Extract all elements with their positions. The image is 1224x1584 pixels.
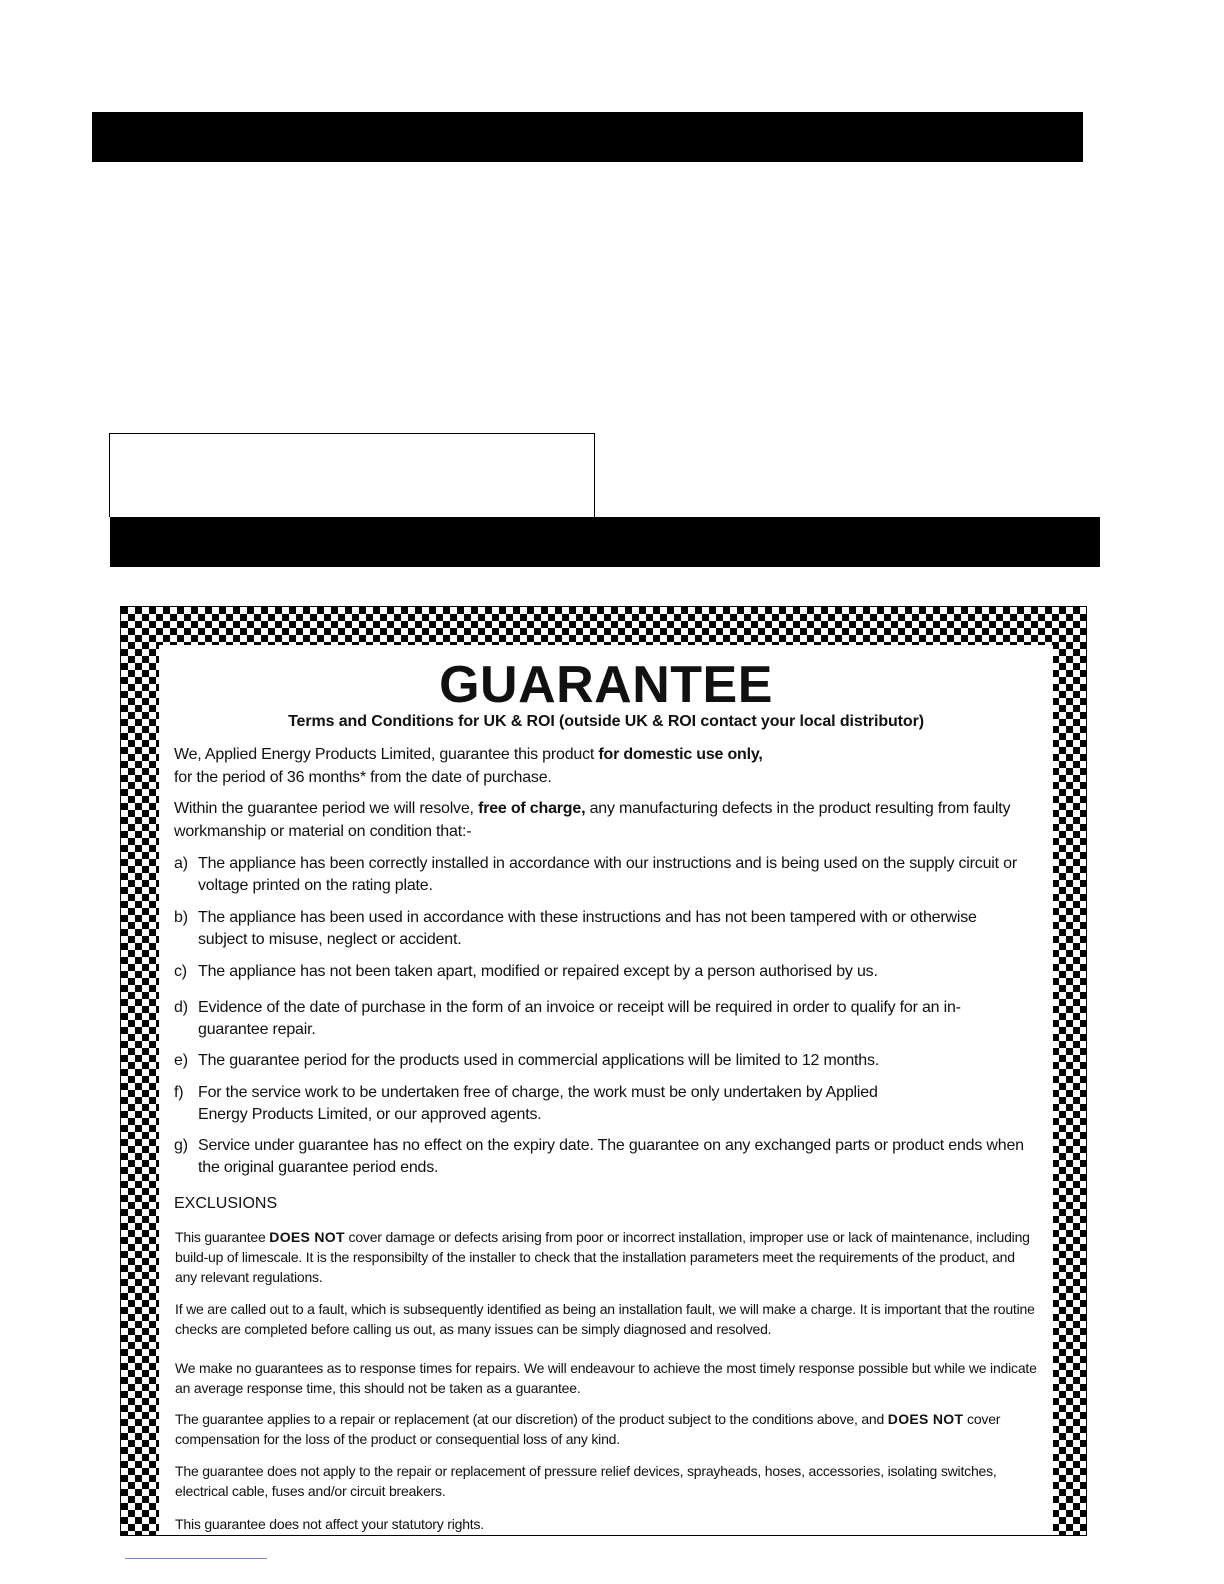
condition-text: The guarantee period for the products used in commercial applications will be limited to 12 months. [198, 1052, 880, 1069]
condition-item [174, 907, 993, 951]
guarantee-border [120, 606, 1087, 1536]
exclusion-paragraph-3: We make no guarantees as to response times for repairs. We will endeavour to achieve the most timely response possible but while we indicate an average response time, this should not be taken as a guarantee. [175, 1360, 1037, 1396]
exclusion-paragraph-5: The guarantee does not apply to the repair or replacement of pressure relief devices, sprayheads, hoses, accessories, isolating switches, electrical cable, fuses and/or circuit breakers. [175, 1463, 997, 1499]
condition-label: c) [174, 963, 187, 980]
intro-text: Within the guarantee period we will resolve, [174, 800, 479, 817]
intro-text: We, Applied Energy Products Limited, guarantee this product [174, 746, 599, 763]
condition-label: g) [174, 1137, 188, 1154]
guarantee-panel [159, 645, 1053, 1535]
section-tab-box [109, 433, 595, 517]
condition-text: The appliance has been correctly installed in accordance with our instructions and is being used on the supply circuit or voltage printed on the rating plate. [198, 855, 1017, 894]
section-header-bar [110, 517, 1100, 567]
exclusion-text: The guarantee applies to a repair or replacement (at our discretion) of the product subject to the conditions above, and [175, 1411, 888, 1427]
exclusion-emphasis: DOES NOT [269, 1229, 345, 1245]
guarantee-title: GUARANTEE [439, 656, 773, 714]
condition-text: Service under guarantee has no effect on the expiry date. The guarantee on any exchanged parts or product ends when the original guarantee period ends. [198, 1137, 1024, 1176]
condition-item [174, 961, 1047, 983]
exclusion-text: cover compensation for the loss of the product or consequential loss of any kind. [175, 1411, 1001, 1447]
exclusion-text: This guarantee [175, 1229, 270, 1245]
exclusions-heading: EXCLUSIONS [174, 1195, 278, 1212]
intro-emphasis: free of charge, [478, 800, 586, 817]
condition-item [174, 997, 1013, 1041]
condition-item [174, 1082, 923, 1126]
exclusion-paragraph-1 [175, 1227, 1033, 1287]
exclusion-emphasis: DOES NOT [887, 1411, 964, 1427]
condition-label: a) [174, 855, 188, 872]
condition-label: e) [174, 1052, 188, 1069]
intro-paragraph-2 [174, 797, 1013, 843]
exclusion-paragraph-6: This guarantee does not affect your statutory rights. [175, 1516, 484, 1532]
condition-item [174, 1050, 1047, 1072]
condition-text: Evidence of the date of purchase in the form of an invoice or receipt will be required in order to qualify for an in-guarantee repair. [198, 999, 961, 1038]
condition-text: The appliance has not been taken apart, modified or repaired except by a person authorised by us. [198, 963, 878, 980]
footnote-rule [125, 1558, 267, 1559]
condition-item [174, 853, 1047, 897]
intro-text: for the period of 36 months* from the date of purchase. [174, 769, 552, 786]
exclusion-paragraph-4 [175, 1409, 1013, 1449]
intro-emphasis: for domestic use only, [598, 746, 763, 763]
condition-label: b) [174, 909, 188, 926]
exclusion-paragraph-2: If we are called out to a fault, which is subsequently identified as being an installation fault, we will make a charge. It is important that the routine checks are completed before calling us out, as many issues can be simply diagnosed and resolved. [175, 1301, 1035, 1337]
condition-text: For the service work to be undertaken free of charge, the work must be only undertaken by Applied Energy Products Limited, or our approved agents. [198, 1084, 878, 1123]
condition-label: f) [174, 1084, 184, 1101]
intro-text: any manufacturing defects in the product resulting from faulty workmanship or material on condition that:- [174, 800, 1011, 840]
condition-text: The appliance has been used in accordance with these instructions and has not been tampered with or otherwise subject to misuse, neglect or accident. [198, 909, 977, 948]
condition-label: d) [174, 999, 188, 1016]
condition-item [174, 1135, 1047, 1179]
exclusion-text: cover damage or defects arising from poor or incorrect installation, improper use or lack of maintenance, including build-up of limescale. It is the responsibilty of the installer to check that the installation parameters meet the requirements of the product, and any relevant regulations. [175, 1229, 1030, 1285]
intro-paragraph-1 [174, 743, 1047, 789]
guarantee-subtitle: Terms and Conditions for UK & ROI (outside UK & ROI contact your local distributor) [288, 713, 924, 730]
header-bar [92, 112, 1083, 162]
